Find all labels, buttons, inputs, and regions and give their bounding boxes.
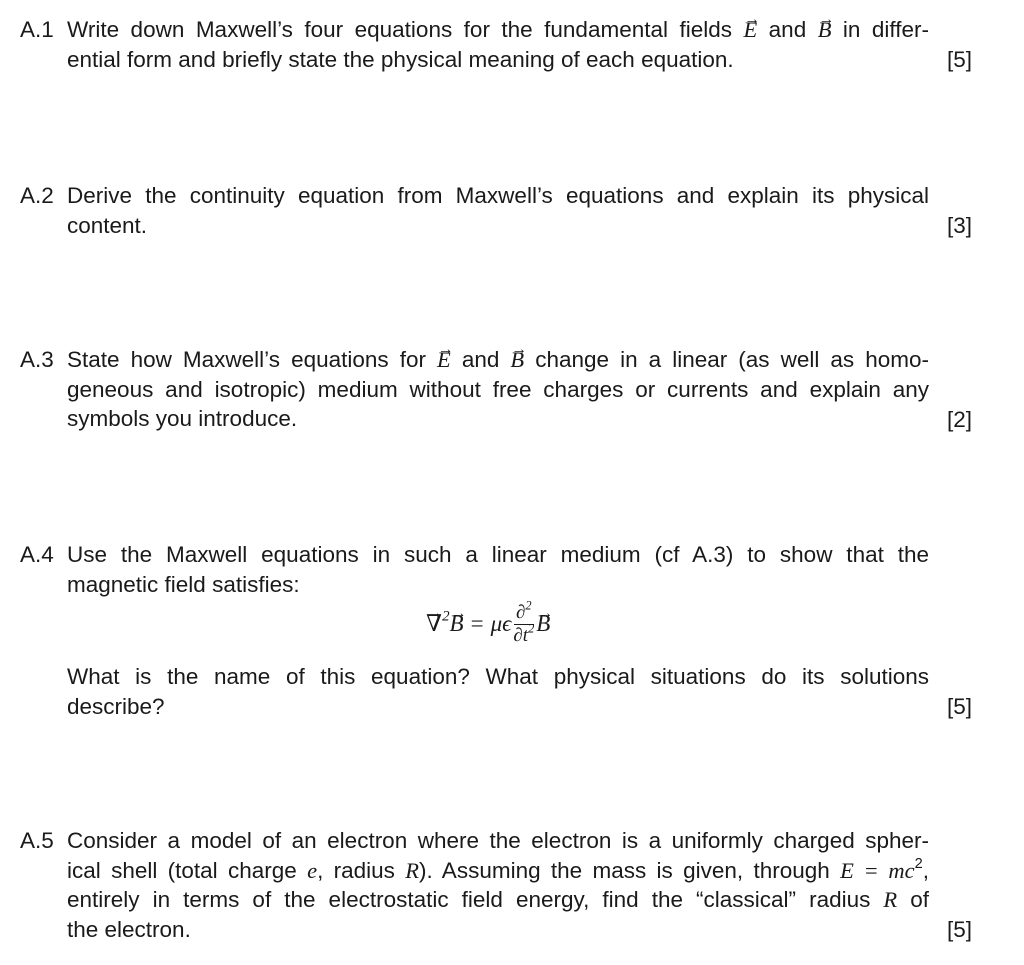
question-number: A.4 [20, 542, 54, 567]
text-segment: , [922, 857, 930, 883]
second-derivative-fraction [513, 597, 535, 647]
question-followup-text [67, 662, 929, 721]
text-segment: change in a linear (as well as homo- [524, 347, 929, 372]
question-marks: [5] [946, 917, 972, 942]
numerator: ∂ [516, 601, 526, 623]
text-segment: ). Assuming the mass is given, through [419, 857, 841, 883]
question-text [67, 826, 929, 944]
text-segment: geneous and isotropic) medium without free charges or currents and explain any [67, 376, 929, 402]
math-symbol: e [307, 857, 318, 883]
text-line [67, 211, 929, 241]
text-segment: Write down Maxwell’s four equations for the fundamental fields [67, 17, 744, 42]
text-segment: Consider a model of an electron where the electron is a uniformly charged spher- [67, 828, 929, 853]
question-number: A.3 [20, 347, 54, 372]
text-line [67, 45, 929, 75]
text-segment: content. [67, 212, 148, 238]
text-line [67, 540, 929, 570]
text-line [67, 856, 929, 886]
text-line [67, 375, 929, 405]
text-line [67, 885, 929, 915]
text-segment: State how Maxwell’s equations for [67, 347, 438, 372]
math-symbol: R [883, 887, 898, 913]
text-line [67, 15, 929, 45]
question-marks: [5] [946, 694, 972, 719]
question-text [67, 181, 929, 240]
vector-symbol: → B [818, 15, 832, 45]
question-text [67, 15, 929, 74]
question-number: A.5 [20, 828, 54, 853]
question-text [67, 345, 929, 434]
denominator-exponent: 2 [528, 620, 535, 635]
question-marks: [2] [946, 407, 972, 432]
question-marks: [5] [946, 47, 972, 72]
text-segment: in differ- [831, 17, 929, 42]
field-b-rhs: → B [536, 609, 550, 639]
text-line [67, 181, 929, 211]
text-segment: ential form and briefly state the physical meaning of each equation. [67, 46, 734, 72]
math-symbol: E = mc [840, 857, 915, 883]
text-line [67, 692, 929, 722]
vector-symbol: → E [437, 345, 451, 375]
exponent: 2 [914, 855, 923, 872]
text-line [67, 662, 929, 692]
vector-symbol: → B [510, 345, 524, 375]
text-segment: symbols you introduce. [67, 406, 298, 432]
question-number: A.2 [20, 183, 54, 208]
denominator: ∂t [513, 624, 529, 646]
text-segment: describe? [67, 693, 165, 719]
text-segment: Use the Maxwell equations in such a linear medium (cf A.3) to show that the [67, 542, 929, 567]
eq-exponent: 2 [442, 608, 450, 625]
text-segment: entirely in terms of the electrostatic field energy, find the “classical” radius [67, 887, 884, 913]
nabla-operator: → ∇ [426, 609, 442, 639]
text-segment: , radius [317, 857, 406, 883]
question-number: A.1 [20, 17, 54, 42]
text-line [67, 404, 929, 434]
wave-equation [426, 589, 550, 659]
question-marks: [3] [946, 213, 972, 238]
text-line [67, 915, 929, 945]
text-segment: and [450, 347, 511, 372]
text-segment: ical shell (total charge [67, 857, 308, 883]
text-segment: What is the name of this equation? What physical situations do its solutions [67, 664, 929, 689]
text-segment: of [897, 887, 929, 913]
mu-epsilon: μϵ [490, 611, 512, 637]
field-b: → B [450, 609, 464, 639]
math-symbol: R [405, 857, 419, 883]
numerator-exponent: 2 [525, 597, 532, 612]
text-segment: the electron. [67, 916, 191, 942]
text-line [67, 345, 929, 375]
text-segment: magnetic field satisfies: [67, 571, 300, 597]
vector-symbol: → E [743, 15, 757, 45]
text-segment: and [757, 17, 818, 42]
text-segment: Derive the continuity equation from Maxwell’s equations and explain its physical [67, 183, 929, 208]
text-line [67, 826, 929, 856]
equals-sign: = [470, 611, 484, 637]
